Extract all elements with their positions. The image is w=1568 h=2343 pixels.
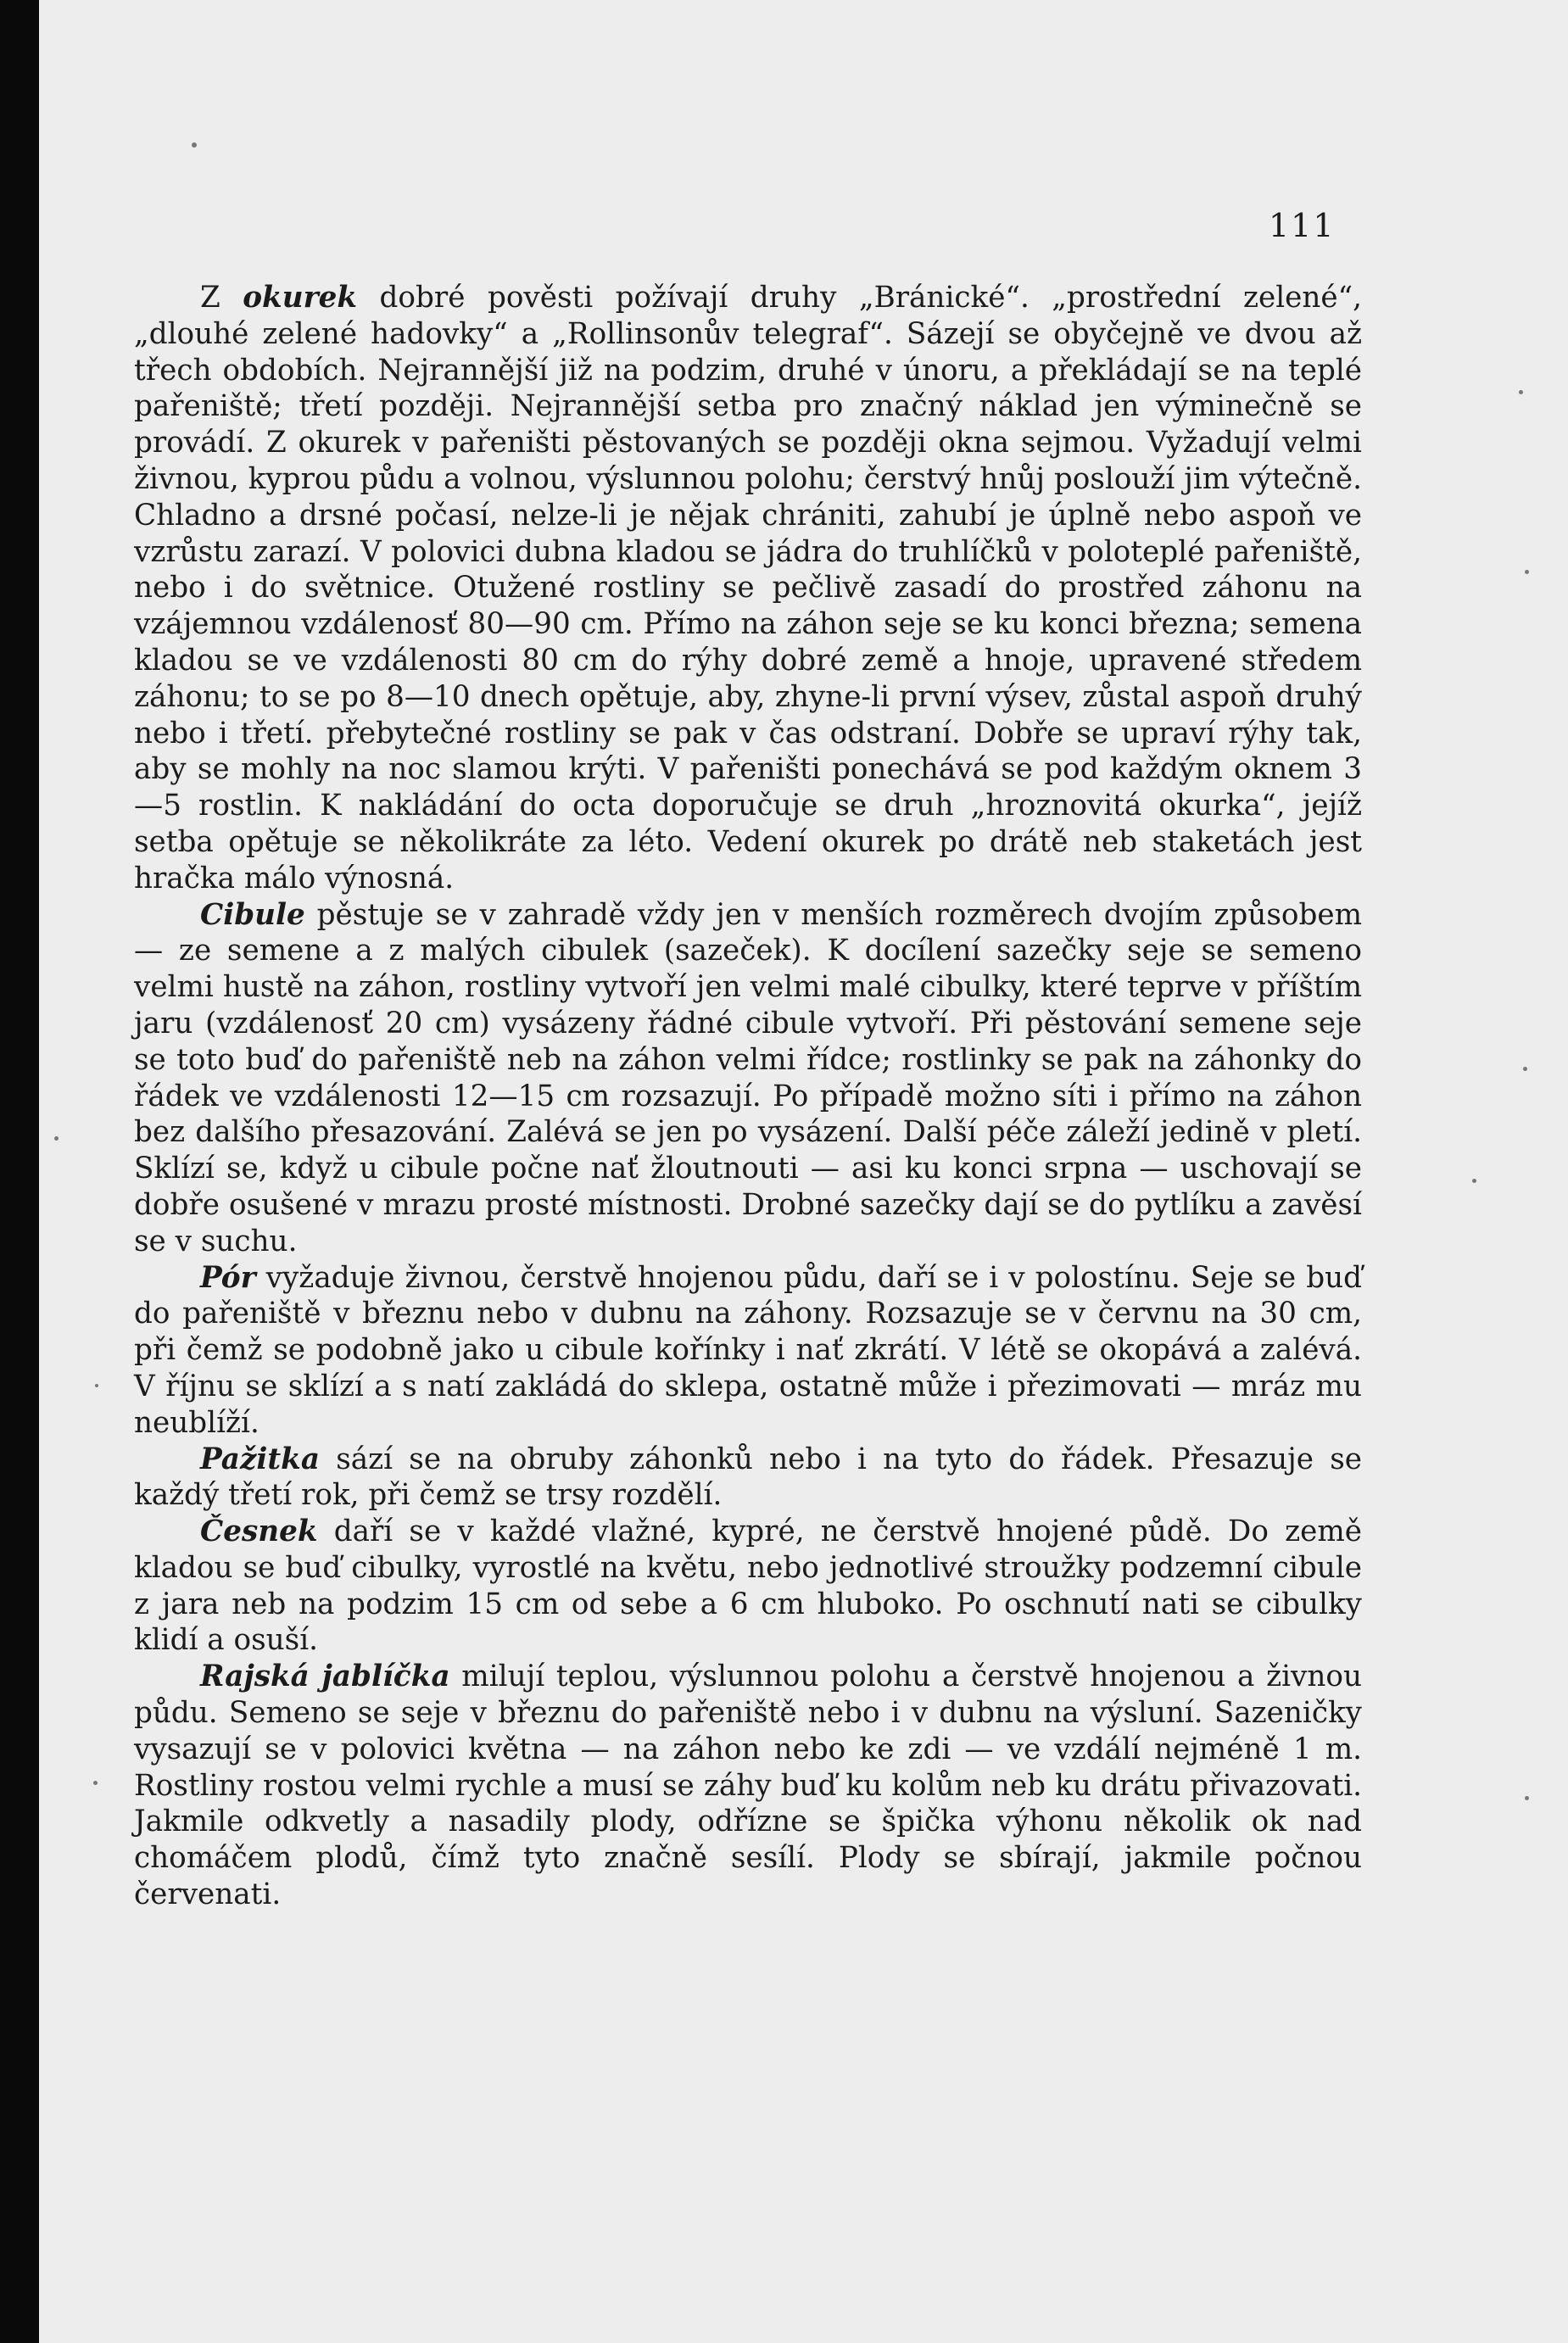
paragraph-text: pěstuje se v zahradě vždy jen v menších rozměrech dvojím způsobem — ze semene a z malých cibulek (sazeček). K docílení sazečky seje se semeno velmi hustě na záhon, rostliny vytvoří jen velmi malé cibulky, které teprve v příštím jaru (vzdálenosť 20 cm) vysázeny řádné cibule vytvoří. Při pěstování semene seje se toto buď do pařeniště neb na záhon velmi řídce; rostlinky se pak na záhonky do řádek ve vzdálenosti 12—15 cm rozsazují. Po případě možno síti i přímo na záhon bez dalšího přesazování. Zalévá se jen po vysázení. Další péče záleží jedině v pletí. Sklízí se, když u cibule počne nať žloutnouti — asi ku konci srpna — uschovají se dobře osušené v mrazu prosté místnosti. Drobné sazečky dají se do pytlíku a zavěsí se v suchu. (134, 897, 1362, 1258)
paragraph-okurky (134, 280, 1362, 897)
scan-speck (1523, 1067, 1527, 1071)
paragraph-text: vyžaduje živnou, čerstvě hnojenou půdu, daří se i v polostínu. Seje se buď do pařeniště v březnu nebo v dubnu na záhony. Rozsazuje se v červnu na 30 cm, při čemž se podobně jako u cibule kořínky i nať zkrátí. V létě se okopává a zalévá. V říjnu se sklízí a s natí zakládá do sklepa, ostatně může i přezimovati — mráz mu neublíží. (134, 1260, 1362, 1440)
paragraph-cesnek (134, 1514, 1362, 1659)
paragraph-por (134, 1260, 1362, 1442)
paragraph-lead-pazitka: Pažitka (200, 1442, 320, 1476)
scan-speck (192, 142, 197, 148)
paragraph-lead-por: Pór (200, 1260, 256, 1295)
paragraph-lead-prefix: Z (200, 281, 243, 315)
paragraph-text: sází se na obruby záhonků nebo i na tyto do řádek. Přesazuje se každý třetí rok, při čemž se trsy rozdělí. (134, 1442, 1362, 1513)
scan-speck (93, 1781, 98, 1785)
paragraph-lead-cibule: Cibule (200, 897, 305, 932)
paragraph-rajska-jablicka (134, 1659, 1362, 1913)
scan-speck (54, 1136, 59, 1141)
paragraph-lead-cesnek: Česnek (200, 1515, 318, 1549)
scan-speck (1519, 390, 1523, 394)
scan-speck (1472, 1179, 1476, 1183)
page-number: 111 (1269, 207, 1336, 244)
paragraph-lead-rajska-jablicka: Rajská jablíčka (200, 1660, 450, 1694)
scan-speck (1525, 570, 1529, 574)
paragraph-lead-okurek: okurek (243, 281, 358, 315)
scan-left-edge (0, 0, 39, 2343)
scan-speck (1525, 1796, 1529, 1800)
paragraph-text: daří se v každé vlažné, kypré, ne čerstvě hnojené půdě. Do země kladou se buď cibulky, vyrostlé na květu, nebo jednotlivé stroužky podzemní cibule z jara neb na podzim 15 cm od sebe a 6 cm hluboko. Po oschnutí nati se cibulky klidí a osuší. (134, 1515, 1362, 1658)
paragraph-text: milují teplou, výslunnou polohu a čerstvě hnojenou a živnou půdu. Semeno se seje v březnu do pařeniště nebo i v dubnu na výsluní. Sazeničky vysazují se v polovici května — na záhon nebo ke zdi — ve vzdálí nejméně 1 m. Rostliny rostou velmi rychle a musí se záhy buď ku kolům neb ku drátu přivazovati. Jakmile odkvetly a nasadily plody, odřízne se špička výhonu několik ok nad chomáčem plodů, čímž tyto značně sesílí. Plody se sbírají, jakmile počnou červenati. (134, 1660, 1362, 1912)
paragraph-cibule (134, 897, 1362, 1260)
paragraph-pazitka (134, 1442, 1362, 1515)
scan-speck (95, 1384, 98, 1387)
body-text (134, 280, 1362, 1913)
book-page (39, 0, 1568, 2343)
paragraph-text: dobré pověsti požívají druhy „Bránické“. „prostřední zelené“, „dlouhé zelené hadovky“ a „Rollinsonův telegraf“. Sázejí se obyčejně ve dvou až třech obdobích. Nejrannější již na podzim, druhé v únoru, a překládají se na teplé pařeniště; třetí později. Nejrannější setba pro značný náklad jen výminečně se provádí. Z okurek v pařeništi pěstovaných se později okna sejmou. Vyžadují velmi živnou, kyprou půdu a volnou, výslunnou polohu; čerstvý hnůj poslouží jim výtečně. Chladno a drsné počasí, nelze-li je nějak chrániti, zahubí je úplně nebo aspoň ve vzrůstu zarazí. V polovici dubna kladou se jádra do truhlíčků v poloteplé pařeniště, nebo i do světnice. Otužené rostliny se pečlivě zasadí do prostřed záhonu na vzájemnou vzdálenosť 80—90 cm. Přímo na záhon seje se ku konci března; semena kladou se ve vzdálenosti 80 cm do rýhy dobré země a hnoje, upravené středem záhonu; to se po 8—10 dnech opětuje, aby, zhyne-li první výsev, zůstal aspoň druhý nebo i třetí. přebytečné rostliny se pak v čas odstraní. Dobře se upraví rýhy tak, aby se mohly na noc slamou krýti. V pařeništi ponechává se pod každým oknem 3—5 rostlin. K nakládání do octa doporučuje se druh „hroznovitá okurka“, jejíž setba opětuje se několikráte za léto. Vedení okurek po drátě neb staketách jest hračka málo výnosná. (134, 281, 1363, 895)
